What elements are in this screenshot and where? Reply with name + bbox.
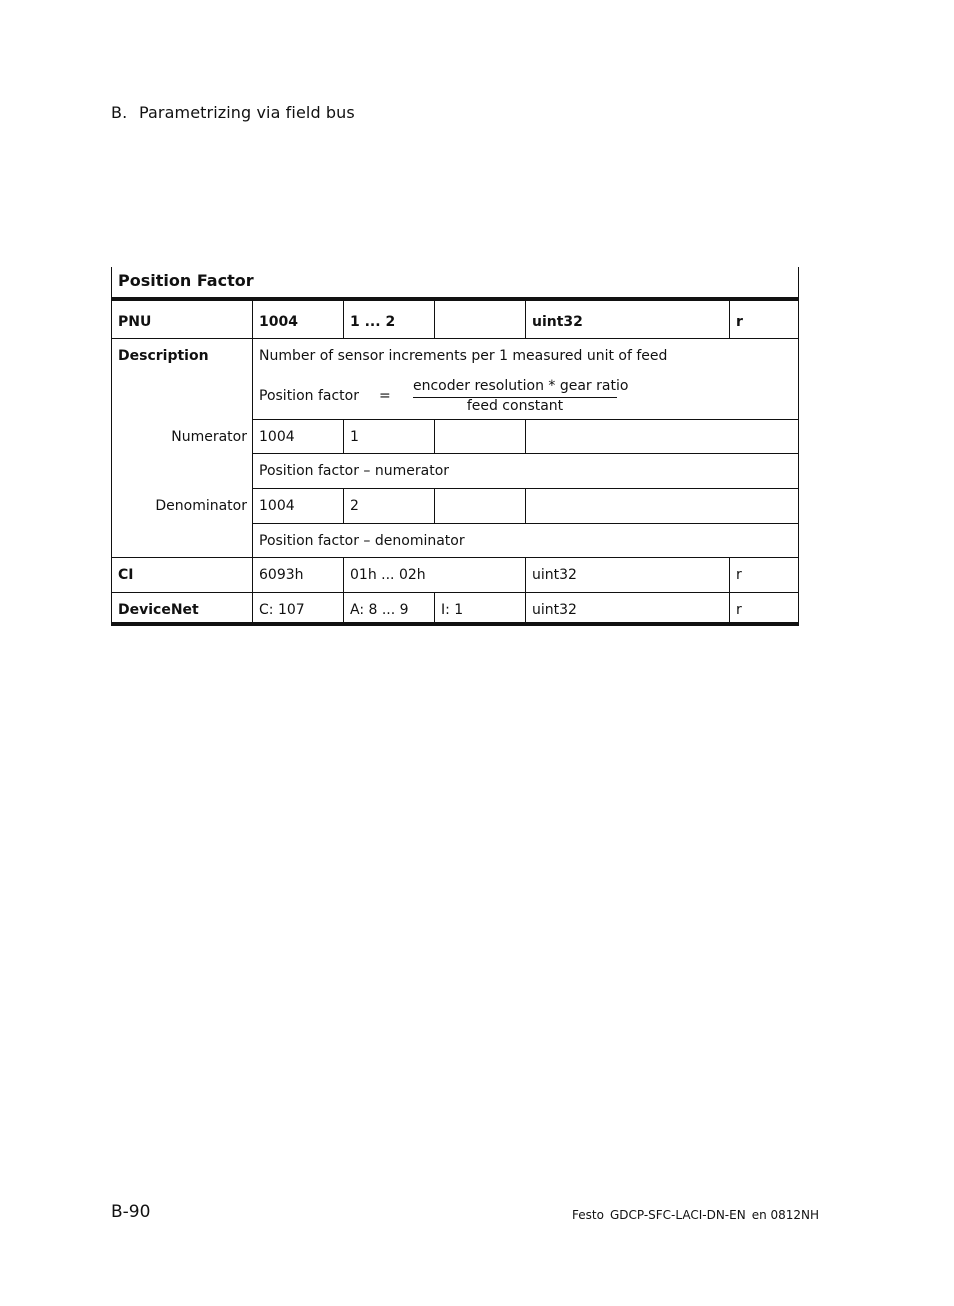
formula-lhs: Position factor [259, 388, 359, 404]
row-divider-denominator [252, 523, 799, 524]
col-divider-3-den [434, 488, 435, 523]
col-divider-3-devicenet [434, 592, 435, 622]
col-divider-3-num [434, 419, 435, 453]
section-number: B. [111, 103, 128, 122]
pnu-subindex: 1 ... 2 [350, 314, 396, 330]
col-divider-2-pnu [343, 301, 344, 338]
footer-doc-info [572, 1208, 825, 1222]
row-divider-ci [111, 592, 799, 593]
col-divider-3-pnu [434, 301, 435, 338]
pnu-type: uint32 [532, 314, 583, 330]
denominator-desc: Position factor – denominator [259, 533, 465, 549]
formula-numerator: encoder resolution * gear ratio [413, 378, 629, 394]
table-title: Position Factor [118, 271, 254, 290]
pnu-access: r [736, 314, 743, 330]
devicenet-class: C: 107 [259, 602, 305, 618]
table-right-border [798, 267, 799, 625]
devicenet-label: DeviceNet [118, 602, 199, 618]
col-divider-2-num [343, 419, 344, 453]
formula-equals: = [379, 388, 391, 404]
description-text: Number of sensor increments per 1 measured unit of feed [259, 348, 668, 364]
table-left-border [111, 267, 112, 625]
pnu-value: 1004 [259, 314, 298, 330]
pnu-label: PNU [118, 314, 152, 330]
position-factor-table [111, 267, 799, 627]
row-divider-pnu [111, 338, 799, 339]
denominator-label: Denominator [155, 498, 247, 514]
title-rule [111, 297, 799, 301]
col-divider-1 [252, 301, 253, 622]
page-number: B-90 [111, 1202, 151, 1222]
ci-type: uint32 [532, 567, 577, 583]
denominator-pnu: 1004 [259, 498, 295, 514]
col-divider-4-num [525, 419, 526, 453]
devicenet-attribute: A: 8 ... 9 [350, 602, 409, 618]
row-divider-numerator [252, 453, 799, 454]
ci-index: 6093h [259, 567, 304, 583]
section-title: Parametrizing via field bus [139, 103, 355, 122]
col-divider-5-pnu [729, 301, 730, 338]
section-header [111, 103, 355, 122]
formula-denominator: feed constant [466, 398, 564, 414]
ci-label: CI [118, 567, 134, 583]
numerator-pnu: 1004 [259, 429, 295, 445]
col-divider-4-den [525, 488, 526, 523]
col-divider-4-pnu [525, 301, 526, 338]
col-divider-2-den [343, 488, 344, 523]
numerator-label: Numerator [171, 429, 247, 445]
col-divider-4-ci [525, 557, 526, 622]
col-divider-5-ci [729, 557, 730, 622]
table-bottom-rule [111, 622, 799, 626]
footer-company: Festo [572, 1208, 604, 1222]
denominator-subindex: 2 [350, 498, 359, 514]
description-label: Description [118, 348, 209, 364]
devicenet-access: r [736, 602, 742, 618]
numerator-subindex: 1 [350, 429, 359, 445]
ci-access: r [736, 567, 742, 583]
numerator-desc: Position factor – numerator [259, 463, 450, 479]
row-divider-description [111, 557, 799, 558]
devicenet-instance: I: 1 [441, 602, 464, 618]
footer-doc-id: GDCP-SFC-LACI-DN-EN [609, 1208, 746, 1222]
footer-lang-version: en 0812NH [751, 1208, 820, 1222]
ci-subindex: 01h ... 02h [350, 567, 426, 583]
col-divider-2-ci [343, 557, 344, 622]
devicenet-type: uint32 [532, 602, 577, 618]
